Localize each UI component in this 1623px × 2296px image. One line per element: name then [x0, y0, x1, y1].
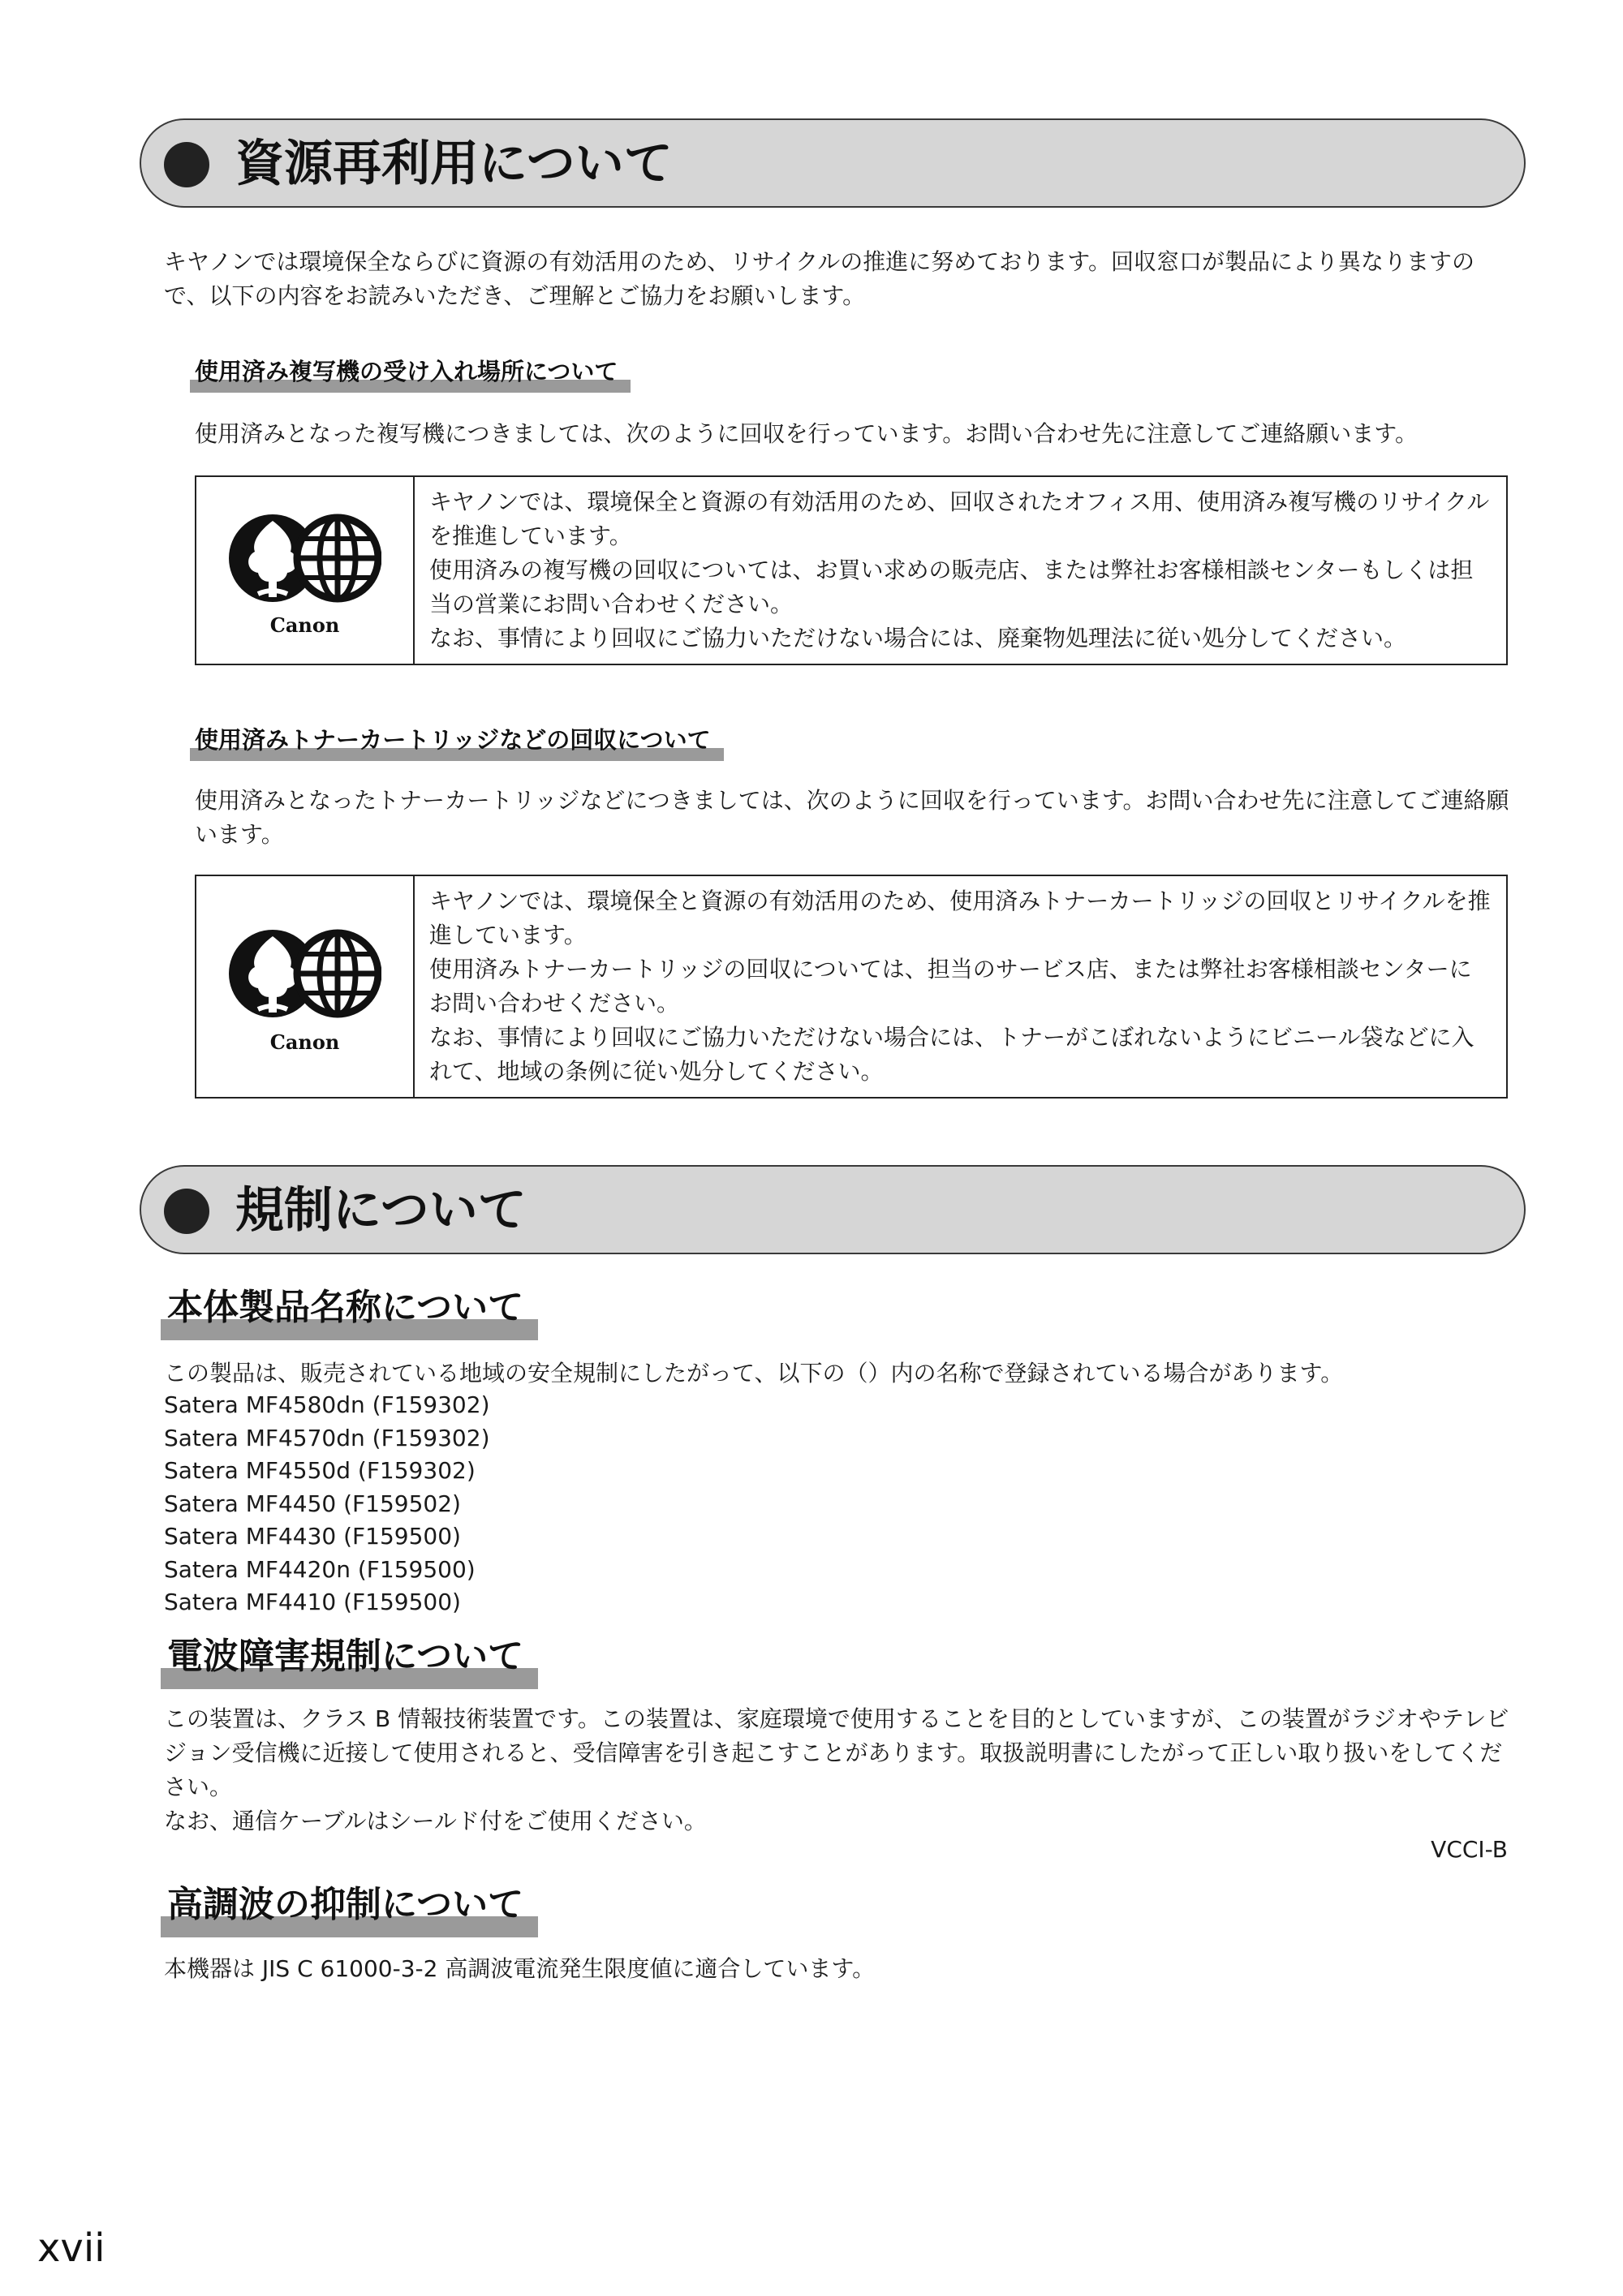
- canon-logo-text: Canon: [269, 613, 340, 637]
- radio-text: この装置は、クラス B 情報技術装置です。この装置は、家庭環境で使用することを目的としていますが、この装置がラジオやテレビジョン受信機に近接して使用されると、受信障害を引き起こすことがあります。取扱説明書にしたがって正しい取り扱いをしてください。: [164, 1705, 1509, 1800]
- bullet-dot-icon: [164, 1189, 209, 1234]
- toner-box-text: [415, 876, 1506, 1097]
- heading-text: 高調波の抑制について: [167, 1884, 524, 1925]
- copier-recycle-box: [195, 475, 1508, 665]
- heading-harmonics: [167, 1881, 533, 1937]
- toner-recycle-box: [195, 875, 1508, 1099]
- heading-product-names: [167, 1283, 533, 1340]
- heading-text: 本体製品名称について: [167, 1287, 524, 1328]
- recycle-logo-cell: [196, 477, 415, 664]
- box-line: キヤノンでは、環境保全と資源の有効活用のため、使用済みトナーカートリッジの回収とリサイクルを推進しています。: [429, 888, 1491, 948]
- recycle-tree-globe-icon: [227, 925, 381, 1030]
- section-title: 資源再利用について: [235, 135, 673, 192]
- copier-box-text: [415, 477, 1506, 664]
- box-line: 使用済みトナーカートリッジの回収については、担当のサービス店、または弊社お客様相談センターにお問い合わせください。: [429, 956, 1472, 1017]
- section-header-regulations: [140, 1165, 1526, 1254]
- model-item: Satera MF4580dn (F159302): [164, 1391, 490, 1418]
- recycle-logo-cell: [196, 876, 415, 1097]
- model-list: [164, 1389, 490, 1619]
- heading-radio-interference: [167, 1632, 533, 1689]
- model-item: Satera MF4550d (F159302): [164, 1457, 476, 1484]
- section-title: 規制について: [235, 1182, 527, 1239]
- model-item: Satera MF4410 (F159500): [164, 1589, 461, 1615]
- box-line: キヤノンでは、環境保全と資源の有効活用のため、回収されたオフィス用、使用済み複写機のリサイクルを推進しています。: [429, 488, 1490, 549]
- model-item: Satera MF4450 (F159502): [164, 1490, 461, 1517]
- section-header-recycling: [140, 118, 1526, 208]
- product-names-text: この製品は、販売されている地域の安全規制にしたがって、以下の（）内の名称で登録されている場合があります。: [164, 1360, 1344, 1387]
- box-line: 使用済みの複写機の回収については、お買い求めの販売店、または弊社お客様相談センターもしくは担当の営業にお問い合わせください。: [429, 557, 1474, 617]
- subheading-text: 使用済みトナーカートリッジなどの回収について: [195, 726, 711, 754]
- bullet-dot-icon: [164, 142, 209, 187]
- subheading-toner: [195, 724, 719, 763]
- harmonics-text: 本機器は JIS C 61000-3-2 高調波電流発生限度値に適合しています。: [164, 1955, 876, 1982]
- box-line: なお、事情により回収にご協力いただけない場合には、廃棄物処理法に従い処分してください。: [429, 625, 1407, 651]
- model-item: Satera MF4570dn (F159302): [164, 1424, 490, 1451]
- copier-text: 使用済みとなった複写機につきましては、次のように回収を行っています。お問い合わせ先に注意してご連絡願います。: [195, 420, 1418, 447]
- subheading-text: 使用済み複写機の受け入れ場所について: [195, 358, 618, 385]
- box-line: なお、事情により回収にご協力いただけない場合には、トナーがこぼれないようにビニール袋などに入れて、地域の条例に従い処分してください。: [429, 1024, 1474, 1085]
- subheading-copier: [195, 355, 626, 394]
- recycle-tree-globe-icon: [227, 510, 381, 615]
- model-item: Satera MF4420n (F159500): [164, 1555, 476, 1583]
- vcci-code: VCCI-B: [1431, 1836, 1508, 1863]
- recycling-intro: キヤノンでは環境保全ならびに資源の有効活用のため、リサイクルの推進に努めております。回収窓口が製品により異なりますので、以下の内容をお読みいただき、ご理解とご協力をお願いします。: [164, 248, 1475, 309]
- page-number: xvii: [37, 2225, 105, 2271]
- heading-text: 電波障害規制について: [167, 1636, 524, 1677]
- radio-note: なお、通信ケーブルはシールド付をご使用ください。: [164, 1808, 707, 1834]
- canon-logo-text: Canon: [269, 1030, 340, 1054]
- toner-text: 使用済みとなったトナーカートリッジなどにつきましては、次のように回収を行っています。お問い合わせ先に注意してご連絡願います。: [195, 787, 1509, 848]
- model-item: Satera MF4430 (F159500): [164, 1523, 461, 1550]
